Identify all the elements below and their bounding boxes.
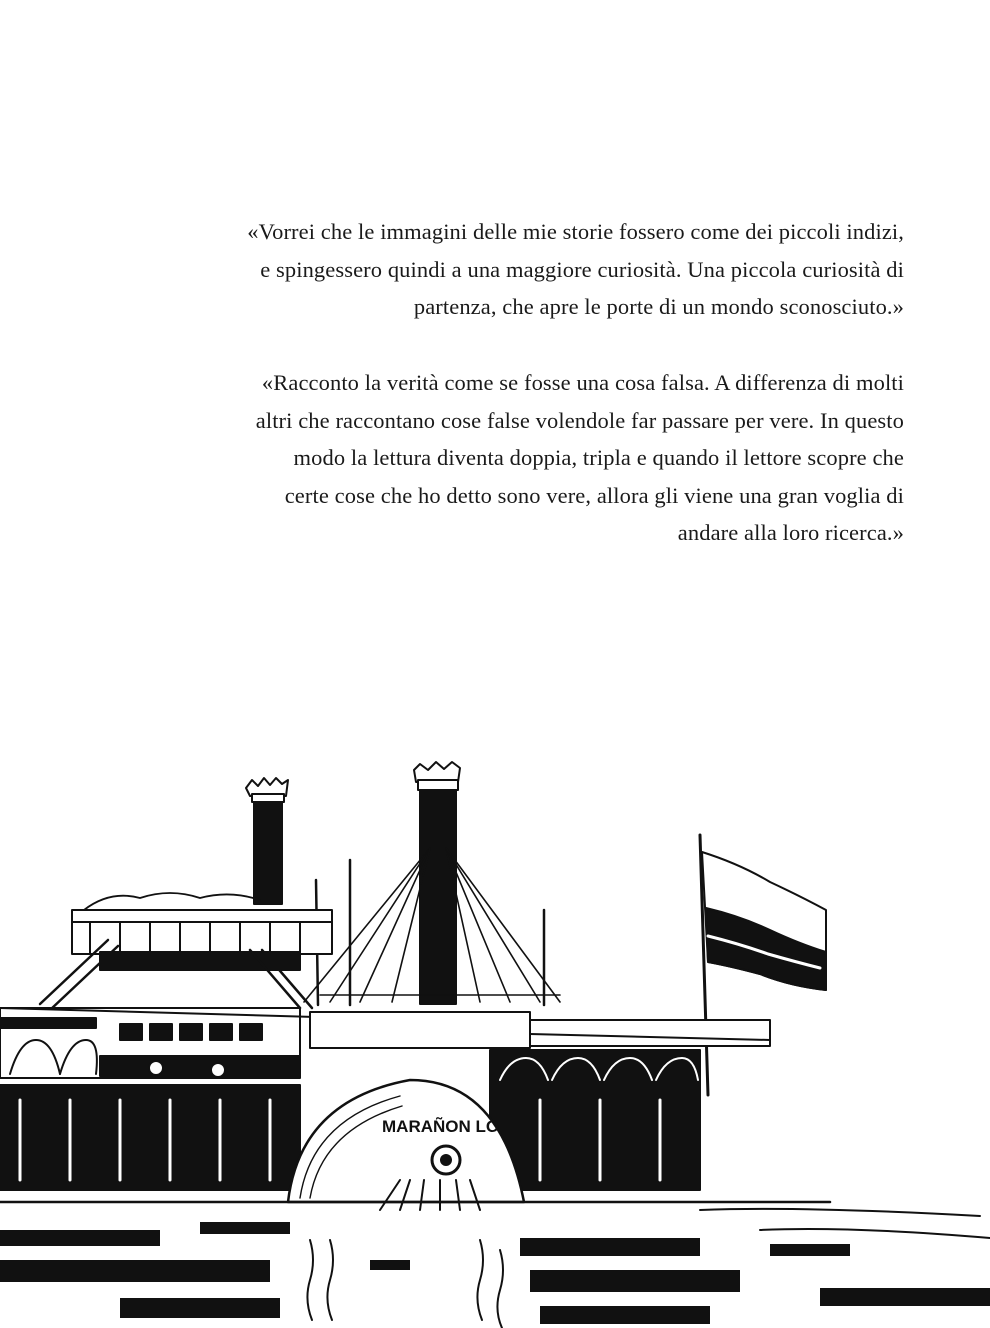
steamboat-illustration	[0, 740, 990, 1328]
paddlebox-lettering: MARAÑON LO	[382, 1117, 500, 1136]
paddle-box	[288, 1080, 524, 1210]
upper-deck	[40, 893, 332, 1010]
quote-line: altri che raccontano cose false volendole far passare per vere. In questo	[255, 407, 904, 433]
quote-line: andare alla loro ricerca.»	[677, 520, 904, 545]
smokestack-left	[246, 778, 288, 904]
flag	[700, 835, 826, 1095]
quote-line: «Racconto la verità come se fosse una cosa falsa. A differenza di molti	[261, 370, 904, 395]
quote-line: «Vorrei che le immagini delle mie storie fossero come dei piccoli indizi,	[247, 219, 904, 244]
quote-line: certe cose che ho detto sono vere, allora gli viene una gran voglia di	[284, 482, 904, 508]
quote-second	[256, 364, 904, 552]
quote-line: e spingessero quindi a una maggiore curiosità. Una piccola curiosità di	[260, 256, 904, 282]
quote-line: modo la lettura diventa doppia, tripla e quando il lettore scopre che	[293, 445, 904, 470]
water-reflections	[0, 1222, 990, 1324]
quote-first	[247, 213, 904, 326]
quote-line: partenza, che apre le porte di un mondo sconosciuto.»	[413, 294, 904, 319]
